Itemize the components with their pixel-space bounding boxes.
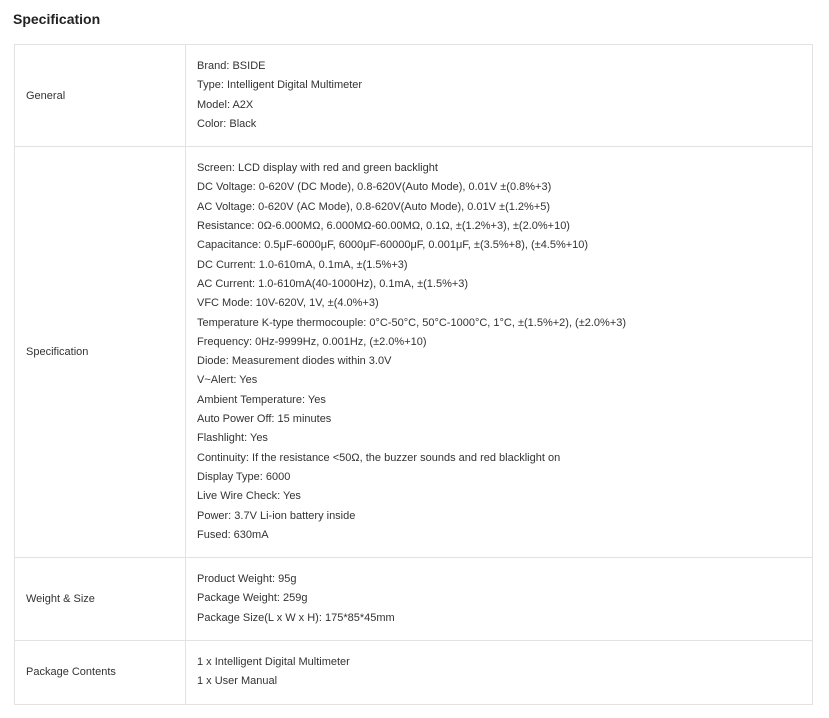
spec-value-line: Resistance: 0Ω-6.000MΩ, 6.000MΩ-60.00MΩ, 0.1Ω, ±(1.2%+3), ±(2.0%+10) xyxy=(197,220,570,233)
spec-value-line: Fused: 630mA xyxy=(197,528,269,541)
spec-row-values xyxy=(186,45,813,147)
spec-value-line: Color: Black xyxy=(197,117,257,130)
spec-row-values xyxy=(186,558,813,641)
spec-row-label: General xyxy=(15,45,186,147)
spec-value-line: DC Current: 1.0-610mA, 0.1mA, ±(1.5%+3) xyxy=(197,258,408,271)
spec-value-line: Diode: Measurement diodes within 3.0V xyxy=(197,355,392,368)
spec-value-line: Frequency: 0Hz-9999Hz, 0.001Hz, (±2.0%+10) xyxy=(197,335,427,348)
spec-value-line: Model: A2X xyxy=(197,98,254,111)
spec-row xyxy=(15,45,813,147)
spec-value-line: Display Type: 6000 xyxy=(197,470,291,483)
spec-value-line: Auto Power Off: 15 minutes xyxy=(197,413,332,426)
spec-value-line: Package Weight: 259g xyxy=(197,592,308,605)
spec-value-line: 1 x User Manual xyxy=(197,675,278,688)
spec-value-line: V~Alert: Yes xyxy=(197,374,258,387)
spec-value-line: VFC Mode: 10V-620V, 1V, ±(4.0%+3) xyxy=(197,297,379,310)
spec-value-line: Screen: LCD display with red and green backlight xyxy=(197,162,438,175)
spec-value-line: Package Size(L x W x H): 175*85*45mm xyxy=(197,611,395,624)
spec-row xyxy=(15,558,813,641)
spec-value-line: DC Voltage: 0-620V (DC Mode), 0.8-620V(Auto Mode), 0.01V ±(0.8%+3) xyxy=(197,181,552,194)
spec-row xyxy=(15,641,813,705)
spec-value-line: Flashlight: Yes xyxy=(197,432,268,445)
spec-row-values xyxy=(186,641,813,705)
spec-value-line: AC Voltage: 0-620V (AC Mode), 0.8-620V(Auto Mode), 0.01V ±(1.2%+5) xyxy=(197,200,551,213)
spec-row-label: Weight & Size xyxy=(15,558,186,641)
spec-row-label: Specification xyxy=(15,147,186,558)
spec-value-line: Product Weight: 95g xyxy=(197,573,297,586)
spec-row xyxy=(15,147,813,558)
page-title: Specification xyxy=(13,11,101,27)
spec-value-line: Continuity: If the resistance <50Ω, the buzzer sounds and red blacklight on xyxy=(197,451,561,464)
spec-value-line: Type: Intelligent Digital Multimeter xyxy=(197,79,363,92)
spec-value-line: AC Current: 1.0-610mA(40-1000Hz), 0.1mA, ±(1.5%+3) xyxy=(197,277,469,290)
spec-value-line: Temperature K-type thermocouple: 0°C-50°C, 50°C-1000°C, 1°C, ±(1.5%+2), (±2.0%+3) xyxy=(197,316,627,329)
spec-table xyxy=(14,44,813,705)
spec-value-line: Brand: BSIDE xyxy=(197,60,266,72)
spec-row-label: Package Contents xyxy=(15,641,186,705)
spec-value-line: Power: 3.7V Li-ion battery inside xyxy=(197,509,356,522)
spec-value-line: Ambient Temperature: Yes xyxy=(197,393,326,406)
spec-table-body xyxy=(15,45,813,705)
spec-value-line: 1 x Intelligent Digital Multimeter xyxy=(197,656,350,669)
spec-row-values xyxy=(186,147,813,558)
spec-value-line: Capacitance: 0.5μF-6000μF, 6000μF-60000μF, 0.001μF, ±(3.5%+8), (±4.5%+10) xyxy=(197,239,589,252)
spec-value-line: Live Wire Check: Yes xyxy=(197,490,301,503)
